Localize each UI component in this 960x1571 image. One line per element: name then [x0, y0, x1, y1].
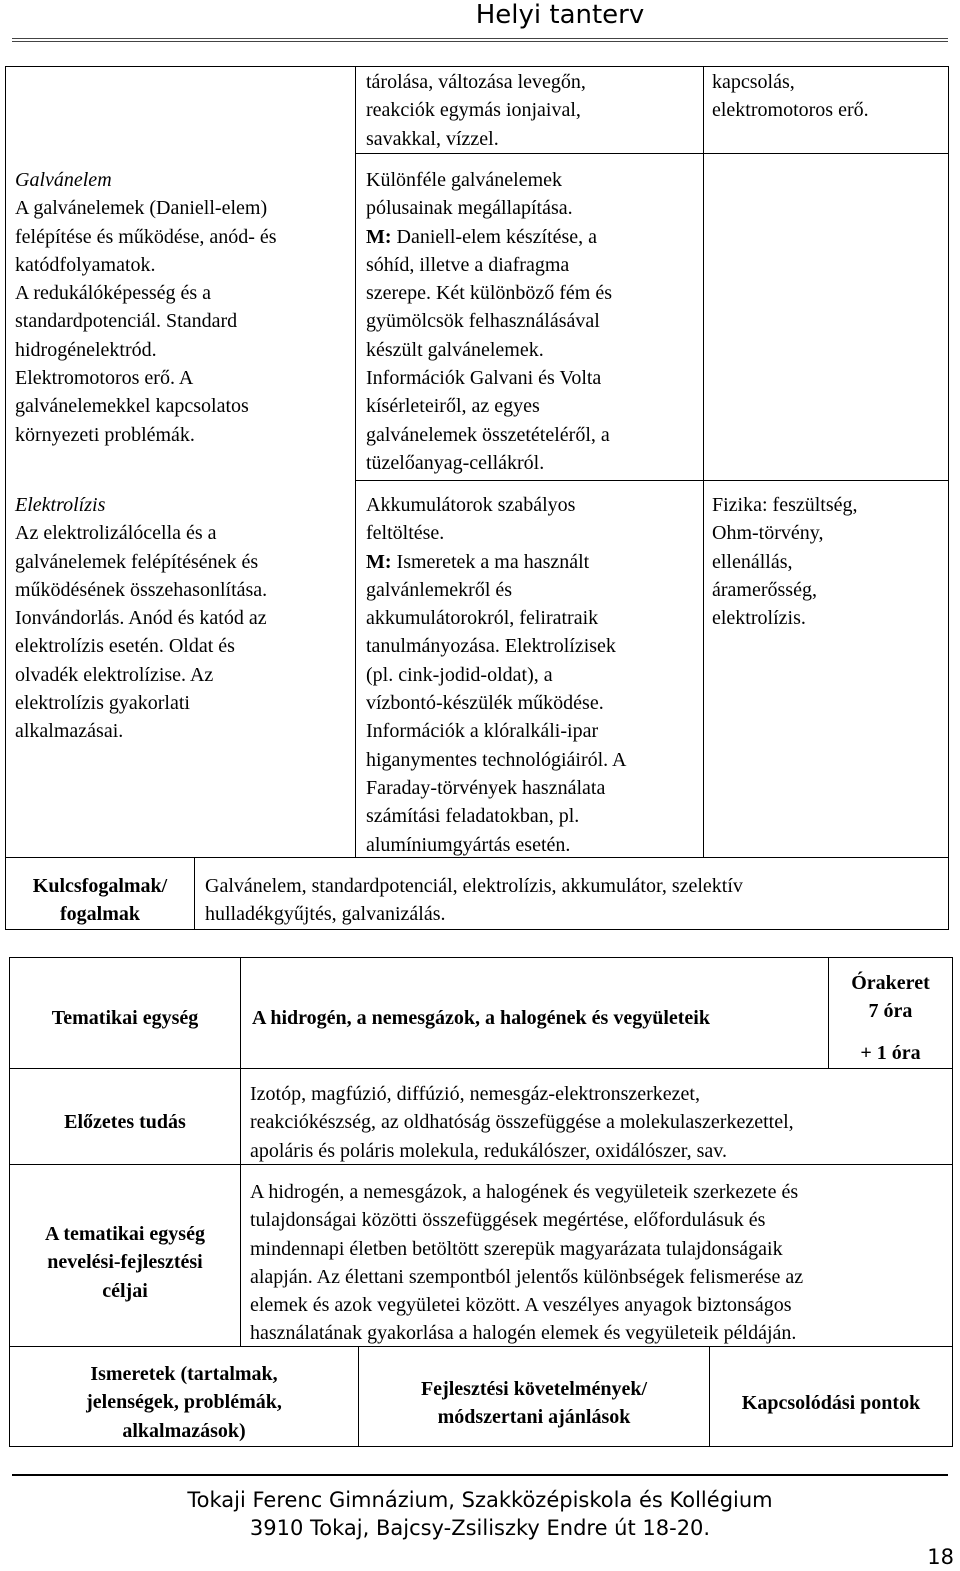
mid3-line: tanulmányozása. Elektrolízisek [366, 635, 616, 658]
mid3-line: vízbontó-készülék működése. [366, 692, 604, 715]
galvanelem-line: hidrogénelektród. [15, 338, 157, 361]
celok-line: mindennapi életben betöltött szerepük magyarázata tulajdonságaik [250, 1237, 783, 1260]
elektrolizis-line: alkalmazásai. [15, 720, 124, 743]
kulcs-label-line-2: fogalmak [60, 903, 140, 926]
orakeret-value: 7 óra [868, 1000, 913, 1023]
orakeret-label: Órakeret [851, 972, 930, 994]
tematikai-label-text: Tematikai egység [51, 1007, 199, 1029]
celok-line: elemek és azok vegyületei között. A veszélyes anyagok biztonságos [250, 1294, 792, 1317]
orakeret [828, 969, 953, 1026]
celok-label-line: nevelési-fejlesztési [47, 1251, 203, 1274]
elektrolizis-line: Ionvándorlás. Anód és katód az [15, 607, 267, 630]
mid2-m-text: Daniell-elem készítése, a [391, 225, 598, 248]
mid2-line: sóhíd, illetve a diafragma [366, 253, 570, 276]
t1-row-divider-2 [355, 480, 949, 481]
mid3-line: galvánlemekről és [366, 578, 513, 601]
elozetes-line: reakciókészség, az oldhatóság összefüggése a molekulaszerkezettel, [250, 1111, 794, 1134]
elozetes-line: apoláris és poláris molekula, redukálószer, oxidálószer, sav. [250, 1139, 727, 1162]
fejlesztesi-header [358, 1375, 710, 1432]
elektrolizis-block [15, 491, 267, 746]
right-top-block [712, 68, 869, 125]
elozetes-label [9, 1108, 241, 1136]
celok-label [9, 1220, 241, 1305]
footer-school: Tokaji Ferenc Gimnázium, Szakközépiskola és Kollégium [187, 1488, 773, 1512]
ismeretek-header-line: jelenségek, problémák, [86, 1391, 282, 1414]
elektrolizis-title: Elektrolízis [15, 494, 106, 516]
elektrolizis-line: elektrolízis esetén. Oldat és [15, 635, 235, 658]
mid2-m-line [366, 223, 612, 251]
galvanelem-line: galvánelemekkel kapcsolatos [15, 395, 249, 418]
mid3-line: alumíniumgyártás esetén. [366, 833, 571, 856]
t1-right-divider-1 [703, 153, 949, 154]
mid3-line: Információk a klóralkáli-ipar [366, 720, 599, 743]
celok-line: használatának gyakorlása a halogén elemek és vegyületeik példáján. [250, 1322, 797, 1345]
mid3-m-line [366, 548, 627, 576]
elozetes-label-text: Előzetes tudás [64, 1111, 186, 1133]
right-line: ellenállás, [712, 550, 793, 573]
orakeret-extra-text: + 1 óra [860, 1042, 921, 1064]
header-rule [12, 38, 948, 39]
elektrolizis-line: olvadék elektrolízise. Az [15, 663, 214, 686]
celok-label-line: A tematikai egység [45, 1223, 205, 1245]
elektrolizis-line: elektrolízis gyakorlati [15, 692, 190, 715]
mid3-m-text: Ismeretek a ma használt [391, 550, 590, 573]
m-label: M: [366, 225, 392, 248]
kulcs-line: hulladékgyűjtés, galvanizálás. [205, 903, 446, 926]
mid3-line: Akkumulátorok szabályos [366, 494, 576, 516]
orakeret-extra [828, 1039, 953, 1067]
mid2-line: galvánelemek összetételéről, a [366, 423, 610, 446]
mid-top-block [366, 68, 586, 153]
mid2-line: tüzelőanyag-cellákról. [366, 451, 545, 474]
celok-label-line: céljai [102, 1279, 148, 1302]
celok-value [250, 1178, 803, 1348]
elektrolizis-line: működésének összehasonlítása. [15, 578, 268, 601]
right-fizika-block [712, 491, 858, 632]
footer-address: 3910 Tokaj, Bajcsy-Zsiliszky Endre út 18-20. [249, 1516, 711, 1540]
kulcs-label [5, 872, 195, 929]
ismeretek-header-line: Ismeretek (tartalmak, [90, 1363, 278, 1385]
t1-mid-divider-1 [355, 153, 704, 154]
mid2-line: készült galvánelemek. [366, 338, 544, 361]
elozetes-value [250, 1080, 794, 1165]
mid3-line: higanymentes technológiáiról. A [366, 748, 627, 771]
fejlesztesi-header-line: Fejlesztési követelmények/ [420, 1378, 648, 1400]
page-number: 18 [927, 1545, 954, 1569]
right-line: elektrolízis. [712, 607, 806, 630]
tematikai-title [252, 1004, 710, 1032]
right-line: áramerősség, [712, 578, 817, 601]
galvanelem-title: Galvánelem [15, 169, 112, 191]
elektrolizis-line: galvánelemek felépítésének és [15, 550, 259, 573]
m-label: M: [366, 550, 392, 573]
header-title: Helyi tanterv [475, 0, 645, 30]
mid-akkumulator-block [366, 491, 627, 859]
kapcsolodasi-header-text: Kapcsolódási pontok [741, 1392, 921, 1414]
right-line: Ohm-törvény, [712, 522, 824, 545]
mid-galvanelem-block [366, 166, 612, 477]
right-top-line: kapcsolás, [712, 71, 795, 93]
page-footer [0, 1486, 960, 1542]
kulcs-label-line-1: Kulcsfogalmak/ [32, 875, 168, 897]
elozetes-line: Izotóp, magfúzió, diffúzió, nemesgáz-elektronszerkezet, [250, 1083, 700, 1105]
mid2-line: Információk Galvani és Volta [366, 367, 602, 390]
tematikai-label [9, 1004, 241, 1032]
mid3-line: számítási feladatokban, pl. [366, 805, 580, 828]
galvanelem-block [15, 166, 277, 449]
footer-rule [12, 1474, 948, 1476]
page-header [0, 0, 960, 32]
mid-top-line: reakciók egymás ionjaival, [366, 99, 581, 122]
mid2-line: gyümölcsök felhasználásával [366, 310, 600, 333]
ismeretek-header-line: alkalmazások) [122, 1419, 246, 1442]
kulcs-line: Galvánelem, standardpotenciál, elektrolízis, akkumulátor, szelektív [205, 875, 743, 897]
galvanelem-line: felépítése és működése, anód- és [15, 225, 277, 248]
mid-top-line: tárolása, változása levegőn, [366, 71, 586, 93]
mid-top-line: savakkal, vízzel. [366, 127, 499, 150]
celok-line: alapján. Az élettani szempontból jelentős különbségek felismerése az [250, 1265, 804, 1288]
mid2-line: kísérleteiről, az egyes [366, 395, 540, 418]
right-top-line: elektromotoros erő. [712, 99, 869, 122]
celok-line: tulajdonságai közötti összefüggések megértése, előfordulásuk és [250, 1209, 766, 1232]
ismeretek-header [9, 1360, 359, 1445]
header-rule-2 [12, 41, 948, 42]
galvanelem-line: környezeti problémák. [15, 423, 195, 446]
galvanelem-line: standardpotenciál. Standard [15, 310, 238, 333]
galvanelem-line: A redukálóképesség és a [15, 282, 212, 305]
mid3-line: feltöltése. [366, 522, 445, 545]
fejlesztesi-header-line: módszertani ajánlások [437, 1406, 631, 1429]
galvanelem-line: A galvánelemek (Daniell-elem) [15, 197, 268, 220]
tematikai-title-text: A hidrogén, a nemesgázok, a halogének és vegyületeik [252, 1007, 710, 1029]
mid3-line: akkumulátorokról, feliratraik [366, 607, 599, 630]
right-line: Fizika: feszültség, [712, 494, 858, 516]
galvanelem-line: Elektromotoros erő. A [15, 367, 194, 390]
mid3-line: Faraday-törvények használata [366, 776, 606, 799]
celok-line: A hidrogén, a nemesgázok, a halogének és vegyületeik szerkezete és [250, 1181, 799, 1203]
elektrolizis-line: Az elektrolizálócella és a [15, 522, 217, 545]
mid2-line: szerepe. Két különböző fém és [366, 282, 613, 305]
mid2-line: Különféle galvánelemek [366, 169, 563, 191]
mid2-line: pólusainak megállapítása. [366, 197, 573, 220]
mid3-line: (pl. cink-jodid-oldat), a [366, 663, 553, 686]
kulcs-value [205, 872, 743, 929]
t1-col-right [703, 66, 949, 858]
galvanelem-line: katódfolyamatok. [15, 253, 156, 276]
kapcsolodasi-header [709, 1389, 953, 1417]
